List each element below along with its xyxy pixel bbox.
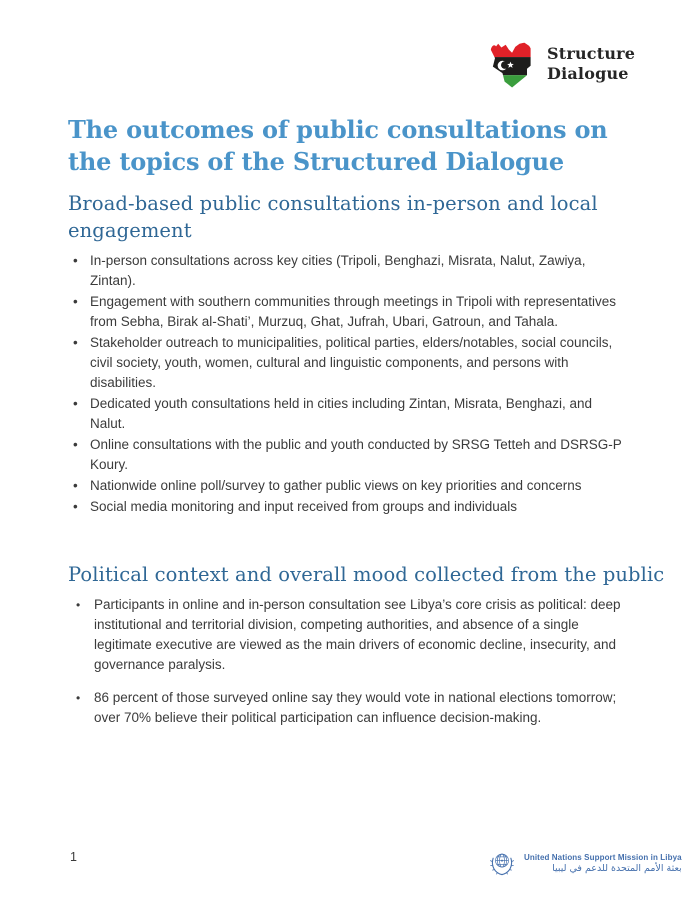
list-item: • Stakeholder outreach to municipalities, political parties, elders/notables, social councils, civil society, youth, women, cultural and linguistic components, and persons with disabilities. xyxy=(68,333,626,393)
logo-word-structure: Structure xyxy=(547,44,636,63)
mission-name-arabic: بعثة الأمم المتحدة للدعم في ليبيا xyxy=(552,862,682,874)
section-heading-line: Broad-based public consultations in-person and local xyxy=(68,192,598,215)
list-item: • Online consultations with the public and youth conducted by SRSG Tetteh and DSRSG-P Koury. xyxy=(68,435,626,475)
section-political-context xyxy=(68,561,665,728)
section-heading-line: engagement xyxy=(68,219,192,242)
mission-name-english: United Nations Support Mission in Libya xyxy=(524,852,682,862)
logo-wordmark xyxy=(547,44,635,84)
list-item: • Engagement with southern communities through meetings in Tripoli with representatives from Sebha, Birak al-Shati’, Murzuq, Ghat, Jufrah, Ubari, Gatroun, and Tahala. xyxy=(68,292,626,332)
structure-dialogue-logo xyxy=(483,40,635,88)
list-item: • In-person consultations across key cities (Tripoli, Benghazi, Misrata, Nalut, Zawiya, Zintan). xyxy=(68,251,626,291)
unsmil-footer-text xyxy=(524,852,682,875)
bullet-list xyxy=(68,595,626,728)
document-content xyxy=(68,114,665,741)
unsmil-footer-logo xyxy=(487,848,682,878)
page-number: 1 xyxy=(70,850,77,864)
united-nations-emblem-icon xyxy=(487,848,517,878)
section-heading xyxy=(68,561,665,588)
section-heading-line: Political context and overall mood collected from the public xyxy=(68,563,665,586)
section-broad-based-consultations xyxy=(68,190,626,517)
libya-flag-map-icon xyxy=(483,40,539,88)
list-item: • Participants in online and in-person consultation see Libya’s core crisis as political: deep institutional and territorial division, competing authorities, and absence of a single legitimate executive are viewed as the main drivers of economic decline, insecurity, and governance paralysis. xyxy=(68,595,626,675)
page-title-line-1: The outcomes of public consultations on xyxy=(68,115,608,144)
list-item: • Nationwide online poll/survey to gather public views on key priorities and concerns xyxy=(68,476,626,496)
page-title-line-2: the topics of the Structured Dialogue xyxy=(68,147,564,176)
list-item: • Social media monitoring and input received from groups and individuals xyxy=(68,497,626,517)
logo-word-dialogue: Dialogue xyxy=(547,64,629,83)
page-title xyxy=(68,114,626,178)
bullet-list xyxy=(68,251,626,517)
list-item: • Dedicated youth consultations held in cities including Zintan, Misrata, Benghazi, and Nalut. xyxy=(68,394,626,434)
section-heading xyxy=(68,190,626,244)
list-item: • 86 percent of those surveyed online say they would vote in national elections tomorrow; over 70% believe their political participation can influence decision-making. xyxy=(68,688,626,728)
